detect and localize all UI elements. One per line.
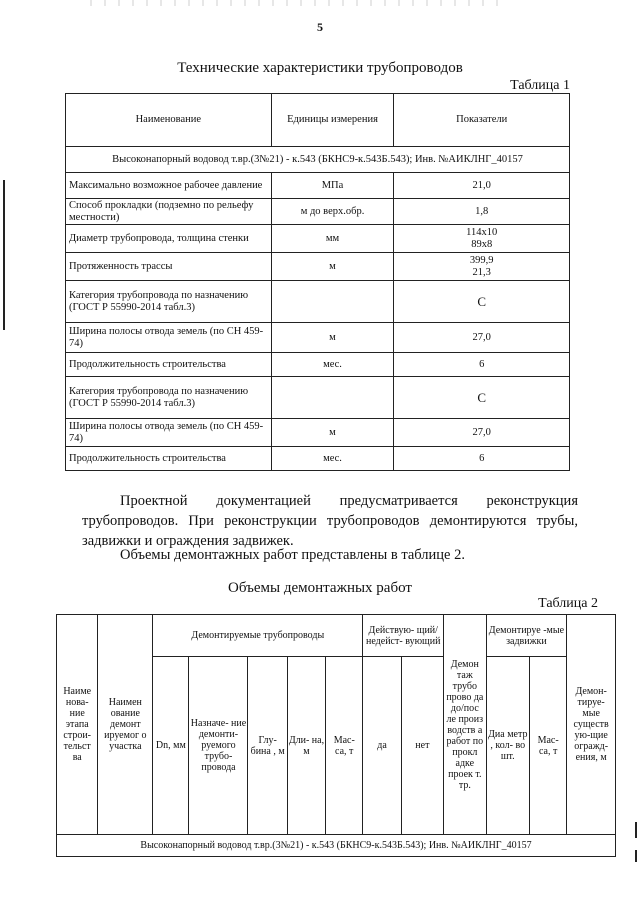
row-name: Ширина полосы отвода земель (по СН 459-74) [66, 419, 272, 447]
table1-section-row [66, 147, 570, 173]
row-name: Диаметр трубопровода, толщина стенки [66, 225, 272, 253]
row-value: 6 [394, 353, 570, 377]
row-value: 1,8 [394, 199, 570, 225]
table2-col-fences: Демон- тируе- мые существ ую-щие огражд- ения, м [567, 615, 616, 835]
row-unit: мес. [271, 353, 394, 377]
table-row [66, 281, 570, 323]
table1-header-name: Наименование [66, 94, 272, 147]
row-name: Продолжительность строительства [66, 447, 272, 471]
table1-section-title: Высоконапорный водовод т.вр.(3№21) - к.543 (БКНС9-к.543Б.543); Инв. №АИКЛНГ_40157 [66, 147, 570, 173]
table-row [66, 377, 570, 419]
scan-noise [90, 0, 510, 6]
row-value: 6 [394, 447, 570, 471]
table2-col-section: Наимен ование демонт ируемог о участка [98, 615, 153, 835]
row-name: Категория трубопровода по назначению (ГОСТ Р 55990-2014 табл.3) [66, 377, 272, 419]
row-value: С [394, 281, 570, 323]
table2-sub-depth: Глу- бина , м [248, 657, 287, 835]
row-value: 27,0 [394, 323, 570, 353]
row-unit: м [271, 419, 394, 447]
table2-section-row [57, 835, 616, 857]
scan-mark-right [635, 822, 637, 838]
row-name: Способ прокладки (подземно по рельефу местности) [66, 199, 272, 225]
table2-section-title: Высоконапорный водовод т.вр.(3№21) - к.543 (БКНС9-к.543Б.543); Инв. №АИКЛНГ_40157 [57, 835, 616, 857]
table-row [66, 419, 570, 447]
row-unit: м [271, 253, 394, 281]
table-row [66, 323, 570, 353]
table2-sub-dn: Dn, мм [153, 657, 189, 835]
table1-label: Таблица 1 [510, 78, 570, 93]
table-row [66, 225, 570, 253]
row-unit [271, 377, 394, 419]
table1-header-unit: Единицы измерения [271, 94, 394, 147]
dismantling-volumes-table [56, 614, 616, 857]
table2-sub-mass: Мас- са, т [326, 657, 363, 835]
table1-title: Технические характеристики трубопроводов [177, 60, 463, 76]
table2-col-demount: Демон таж трубо прово да до/пос ле произ водств а работ по прокл адке проек т. тр. [444, 615, 486, 835]
row-unit: м до верх.обр. [271, 199, 394, 225]
table1-header-row [66, 94, 570, 147]
row-value: 21,0 [394, 173, 570, 199]
row-value: С [394, 377, 570, 419]
table1-header-value: Показатели [394, 94, 570, 147]
row-value: 399,9 21,3 [394, 253, 570, 281]
table2-group-active: Действую- щий/недейст- вующий [363, 615, 444, 657]
row-unit: мес. [271, 447, 394, 471]
table-row [66, 253, 570, 281]
table2-sub-yes: да [363, 657, 401, 835]
table2-title: Объемы демонтажных работ [228, 580, 412, 596]
paragraph-table2-ref: Объемы демонтажных работ представлены в таблице 2. [120, 547, 465, 563]
table2-sub-vmass: Мас- са, т [530, 657, 567, 835]
table2-group-pipes: Демонтируемые трубопроводы [153, 615, 363, 657]
table-row [66, 199, 570, 225]
row-name: Протяженность трассы [66, 253, 272, 281]
row-unit: м [271, 323, 394, 353]
table-row [66, 173, 570, 199]
row-value: 27,0 [394, 419, 570, 447]
row-unit [271, 281, 394, 323]
table2-group-valves: Демонтируе -мые задвижки [486, 615, 567, 657]
row-name: Ширина полосы отвода земель (по СН 459-74) [66, 323, 272, 353]
scan-mark-left [3, 180, 5, 330]
technical-characteristics-table [65, 93, 570, 471]
row-name: Максимально возможное рабочее давление [66, 173, 272, 199]
table-row [66, 353, 570, 377]
table-row [66, 447, 570, 471]
page-number: 5 [317, 20, 323, 34]
scan-mark-right-2 [635, 850, 637, 862]
row-unit: мм [271, 225, 394, 253]
table2-sub-diam: Диа метр , кол- во шт. [486, 657, 529, 835]
table2-header-row-1 [57, 615, 616, 657]
row-name: Категория трубопровода по назначению (ГОСТ Р 55990-2014 табл.3) [66, 281, 272, 323]
table2-label: Таблица 2 [538, 596, 598, 611]
row-unit: МПа [271, 173, 394, 199]
table2-sub-no: нет [401, 657, 443, 835]
paragraph-reconstruction: Проектной документацией предусматривается реконструкция трубопроводов. При реконструкции трубопроводов демонтируются трубы, задвижки и ограждения задвижек. [82, 493, 578, 549]
row-name: Продолжительность строительства [66, 353, 272, 377]
table2-col-stage: Наиме нова- ние этапа строи- тельст ва [57, 615, 98, 835]
table2-sub-purpose: Назначе- ние демонти- руемого трубо- провода [189, 657, 248, 835]
table2-sub-length: Дли- на, м [287, 657, 325, 835]
row-value: 114x10 89x8 [394, 225, 570, 253]
